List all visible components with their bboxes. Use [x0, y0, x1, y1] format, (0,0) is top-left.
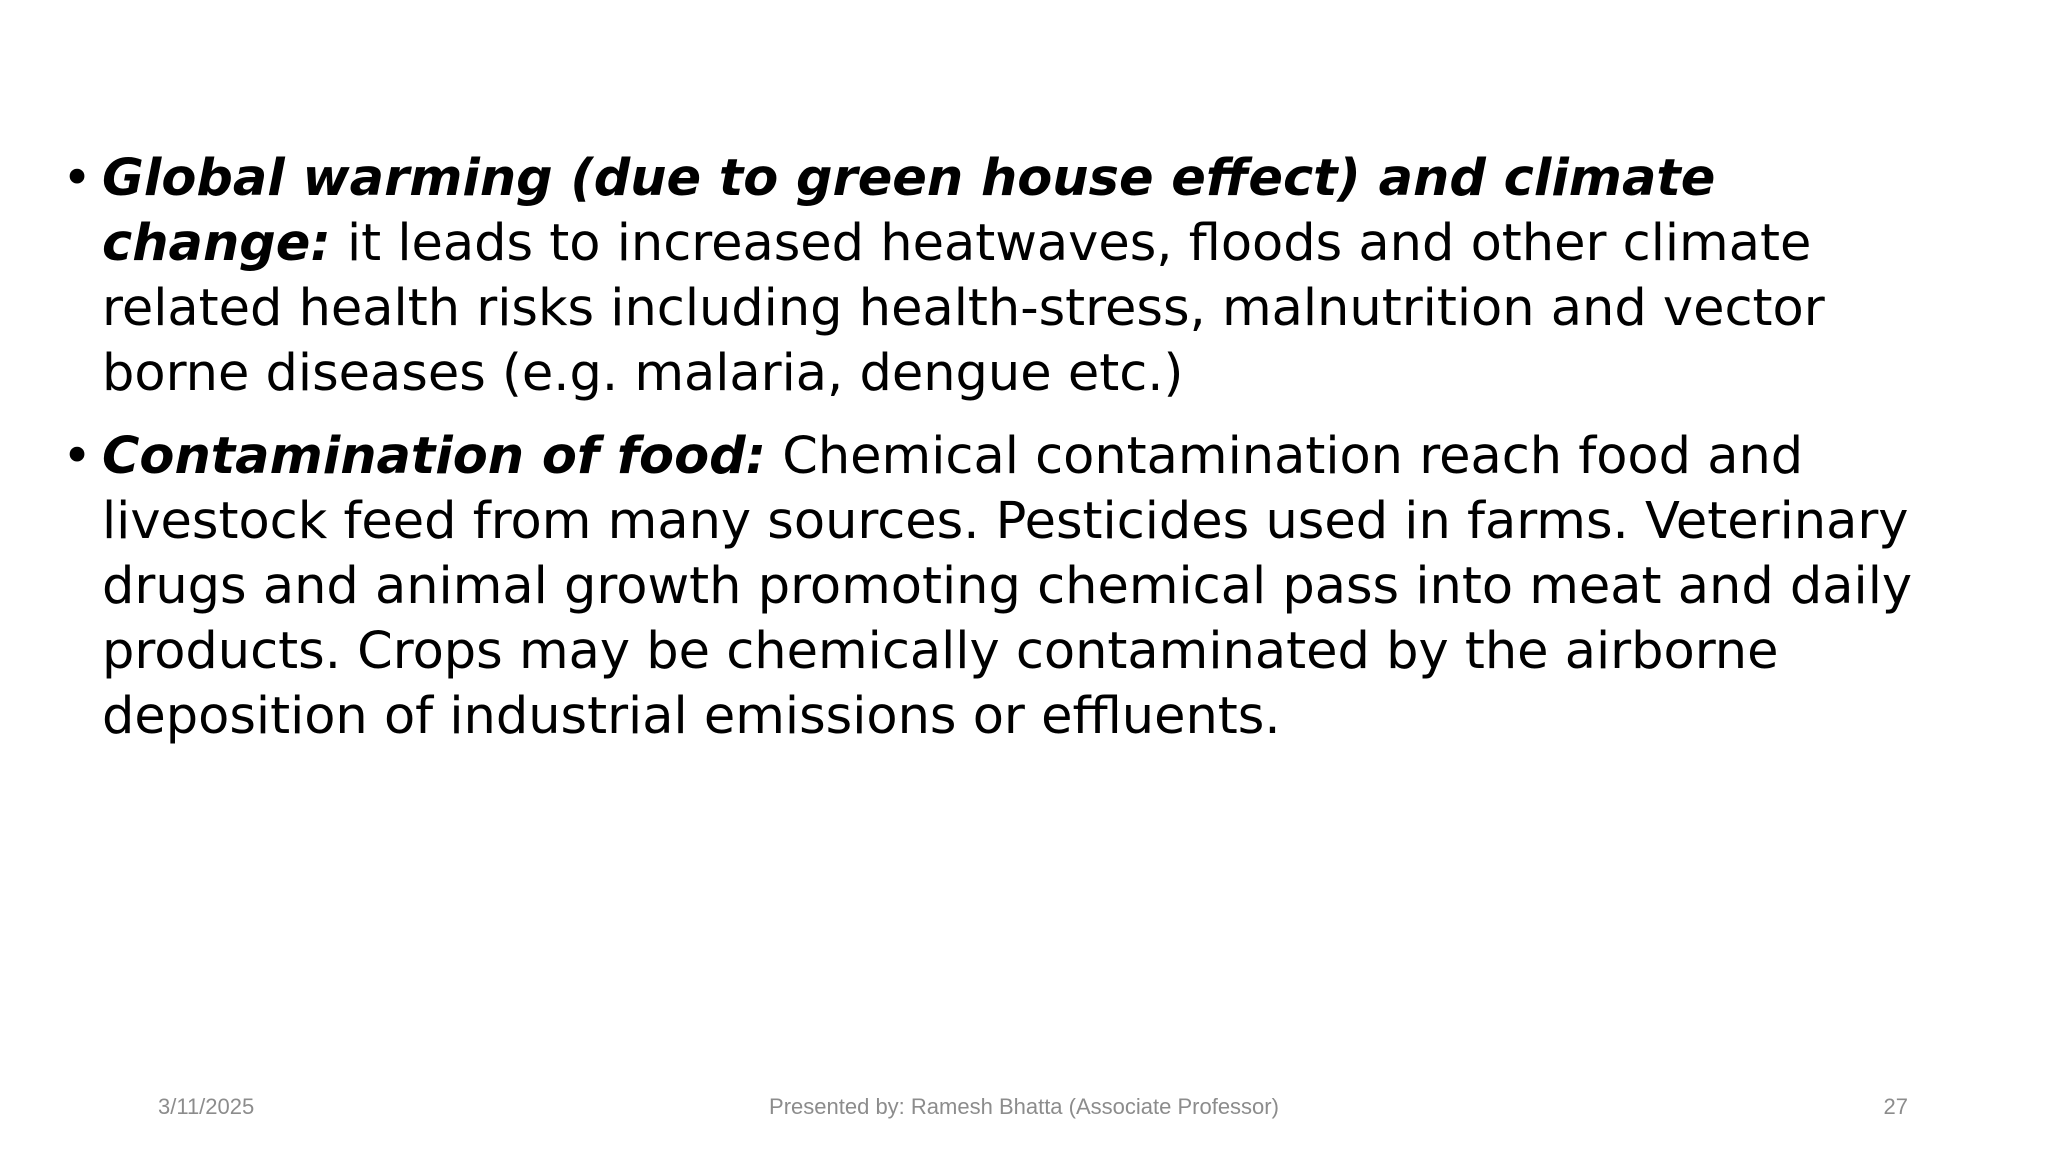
bullet-text: Chemical contamination reach food and livestock feed from many sources. Pesticides used in farms. Veterinary drugs and animal growth promoting chemical pass into meat and daily products. Crops may be chemically contaminated by the airborne deposition of industrial emissions or effluents.	[102, 427, 1913, 746]
bullet-heading: Contamination of food:	[102, 427, 767, 486]
slide-number: 27	[1883, 1094, 1908, 1119]
footer-presenter: Presented by: Ramesh Bhatta (Associate Professor)	[769, 1094, 1279, 1119]
bullet-text: it leads to increased heatwaves, floods and other climate related health risks including health-stress, malnutrition and vector borne diseases (e.g. malaria, dengue etc.)	[102, 214, 1825, 403]
bullet-heading: Global warming (due to green house effect) and climate change:	[102, 149, 1716, 273]
bullet-marker: •	[62, 149, 93, 208]
bullet-marker: •	[62, 427, 93, 486]
footer-date: 3/11/2025	[158, 1094, 255, 1119]
bullet-global-warming	[62, 146, 1942, 406]
slide-body	[62, 146, 1942, 767]
bullet-food-contamination	[62, 424, 1942, 749]
